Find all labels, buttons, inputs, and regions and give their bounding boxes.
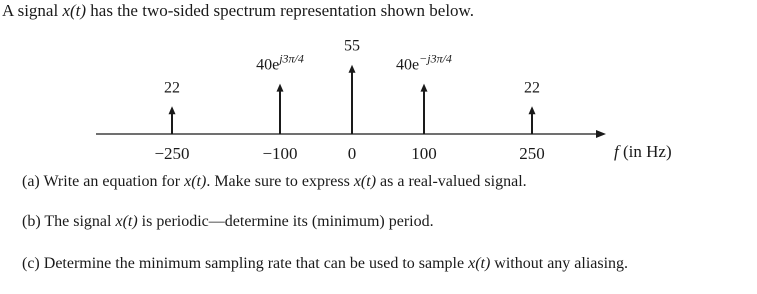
spectral-line-arrowhead (421, 84, 428, 92)
spectral-line-1 (164, 79, 180, 134)
spectrum-plot (0, 28, 757, 168)
axis-arrowhead (596, 130, 606, 138)
spectrum-lines (164, 38, 540, 134)
tick-label: 250 (519, 144, 545, 163)
question-b: (b) The signal x(t) is periodic—determine its (minimum) period. (22, 213, 434, 230)
spectral-line-2 (256, 52, 304, 134)
spectral-line-label: $40e^{-j3\pi/4}$ (396, 51, 452, 74)
tick-labels (154, 144, 544, 163)
spectral-line-5 (524, 79, 540, 134)
tick-label: −100 (262, 144, 298, 163)
spectral-line-label: 55 (344, 37, 360, 55)
tick-label: −250 (154, 144, 190, 163)
spectral-line-arrowhead (169, 106, 176, 114)
tick-label: 100 (411, 144, 437, 163)
tick-label: 0 (347, 144, 357, 163)
spectral-line-arrowhead (349, 65, 356, 73)
spectral-line-label: $40e^{j3\pi/4}$ (256, 51, 304, 74)
question-a: (a) Write an equation for x(t). Make sure to express x(t) as a real-valued signal. (22, 173, 527, 190)
spectral-line-label: 22 (524, 79, 540, 97)
spectral-line-label: 22 (164, 79, 180, 97)
axis-label: f (in Hz) (614, 142, 672, 161)
spectral-line-arrowhead (529, 106, 536, 114)
question-c: (c) Determine the minimum sampling rate that can be used to sample x(t) without any aliasing. (22, 255, 629, 272)
problem-intro: A signal x(t) has the two-sided spectrum representation shown below. (2, 1, 474, 20)
spectral-line-4 (396, 52, 452, 134)
spectral-line-3 (344, 38, 360, 134)
spectral-line-arrowhead (277, 84, 284, 92)
